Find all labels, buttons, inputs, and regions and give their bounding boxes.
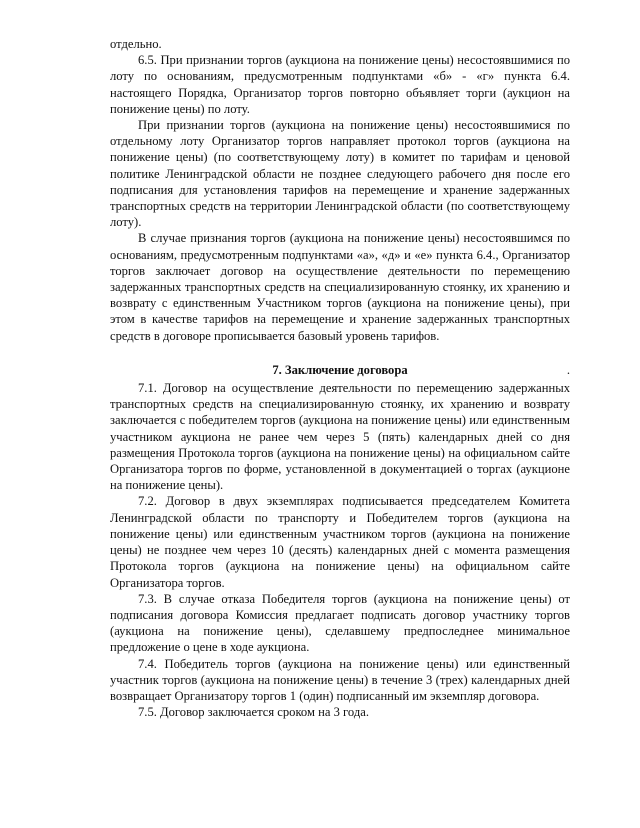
paragraph-6-5: 6.5. При признании торгов (аукциона на понижение цены) несостоявшимися по лоту по основаниям, предусмотренным подпунктами «б» - «г» пункта 6.4. настоящего Порядка, Организатор торгов повторно объявляет торги (аукцион на понижение цены) по лоту. <box>110 53 570 116</box>
section-heading-trailing: . <box>566 362 570 377</box>
section-heading <box>110 362 570 378</box>
paragraph-7-4: 7.4. Победитель торгов (аукциона на понижение цены) или единственный участник торгов (аукциона на понижение цены) в течение 3 (трех) календарных дней возвращает Организатору торгов 1 (один) подписанный им экземпляр договора. <box>110 656 570 703</box>
paragraph-7-2: 7.2. Договор в двух экземплярах подписывается председателем Комитета Ленинградской области по транспорту и Победителем торгов (аукциона на понижение цены) или единственным участником торгов (аукциона на понижение цены) не позднее чем через 10 (десять) календарных дней с момента размещения Протокола торгов (аукциона на понижение цены) на официальном сайте Организатора торгов. <box>110 494 570 590</box>
section-heading-text: 7. Заключение договора <box>272 362 408 377</box>
paragraph-7-1: 7.1. Договор на осуществление деятельности по перемещению задержанных транспортных средств на специализированную стоянку, их хранению и возврату заключается с победителем торгов (аукциона на понижение цены) или единственным участником аукциона не ранее чем через 5 (пять) календарных дней со дня размещения Протокола торгов (аукциона на понижение цены) на официальном сайте Организатора торгов по форме, установленной в документацией о торгах (аукционе на понижение цены). <box>110 381 570 493</box>
paragraph-single-participant: В случае признания торгов (аукциона на понижение цены) несостоявшимся по основаниям, предусмотренным подпунктами «а», «д» и «е» пункта 6.4., Организатор торгов заключает договор на осуществление деятельности по перемещению задержанных транспортных средств на специализированную стоянку, их хранению и возврату с единственным Участником торгов (аукциона на понижение цены), при этом в качестве тарифов на перемещение и хранение задержанных транспортных средств в договоре прописывается базовый уровень тарифов. <box>110 231 570 343</box>
document-page <box>110 36 570 720</box>
paragraph-7-5: 7.5. Договор заключается сроком на 3 года. <box>138 705 369 720</box>
paragraph-7-3: 7.3. В случае отказа Победителя торгов (аукциона на понижение цены) от подписания договора Комиссия предлагает подписать договор участнику торгов (аукциона на понижение цены), сделавшему предпоследнее минимальное предложение о цене в ходе аукциона. <box>110 591 570 655</box>
paragraph-lot-protocol: При признании торгов (аукциона на понижение цены) несостоявшимися по отдельному лоту Организатор торгов направляет протокол торгов (аукциона на понижение цены) (по соответствующему лоту) в комитет по тарифам и ценовой политике Ленинградской области не позднее следующего рабочего дня после его подписания для установления тарифов на перемещение и хранение задержанных транспортных средств на территории Ленинградской области (по соответствующему лоту). <box>110 118 570 230</box>
paragraph-continuation: отдельно. <box>110 37 162 51</box>
